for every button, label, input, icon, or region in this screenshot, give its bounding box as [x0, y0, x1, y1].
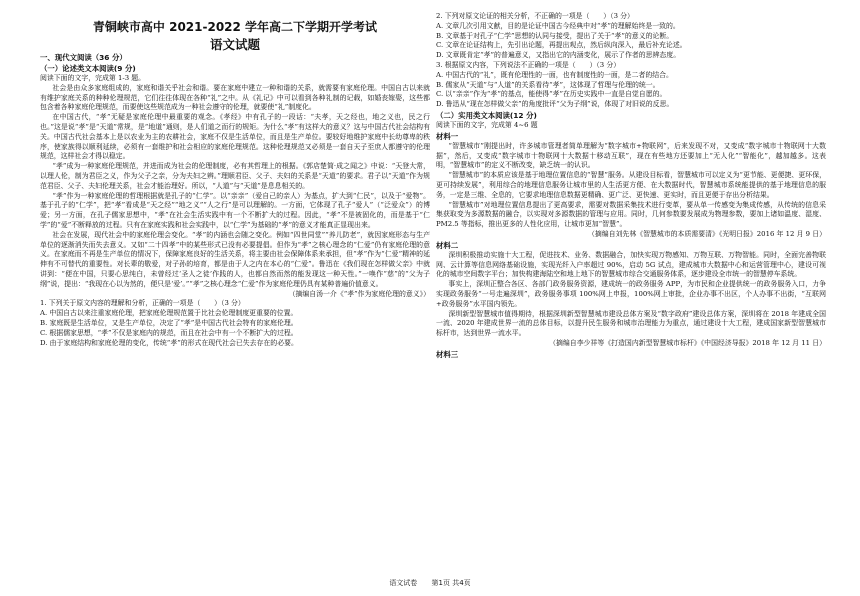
right-block-12: 材料一 — [436, 131, 459, 141]
right-block-15: “智慧城市”对地理位置信息提出了更高要求，需要对数据采集技术进行变革，要从单一传感变为集成传感，从传统的信息采集获取变为多源数据的融合，以实现对多源数据的管理与应用。同时，几何参数要发展成为物理参数，要加上诸如温度、湿度、PM2.5 等指标，推出更多的人性化应用，让城市更加“智慧”。 — [436, 200, 826, 229]
page-footer — [0, 578, 860, 588]
right-block-2: B. 文章基于对孔子“仁学”思想的认同与接受，提出了关于“孝”的意义的论断。 — [436, 31, 674, 40]
right-block-3: C. 文章在论证结构上，先引出论题，再提出观点，然后纵向深入，最后补充论述。 — [436, 41, 687, 50]
right-block-4: D. 文章既肯定“孝”的普遍意义，又指出它的内涵变化，展示了作者的思辨态度。 — [436, 51, 681, 60]
left-block-9: 1. 下列关于原文内容的理解和分析，正确的一项是（ ）（3 分） — [40, 299, 245, 308]
right-block-8: C. 以“亲亲”作为“孝”的基点，能使得“孝”在历史实践中一直是自觉自愿的。 — [436, 90, 667, 99]
right-block-9: D. 鲁迅从“现在怎样做父亲”的角度批评“父为子纲”说，体现了对旧说的反思。 — [436, 100, 674, 109]
right-block-10: （二）实用类文本阅读(12 分) — [436, 110, 537, 120]
right-block-19: 事实上，深圳正整合各区、各部门政务服务资源，建成统一的政务服务 APP，为市民和企业提供统一的政务服务入口，力争实现政务服务“一号走遍深圳”，政务服务事项 100%网上申报，100%网上审批，企业办事不出区，个人办事不出街，“互联网+政务服务”水平国内领先。 — [436, 280, 826, 308]
right-block-11: 阅读下面的文字，完成第 4~6 题 — [436, 120, 538, 129]
left-block-6: “孝”作为一种家庭伦理的哲理根据就是孔子的“仁学”。以“亲亲”（爱自己的亲人）为基点，扩大到“仁民”，以及于“爱物”。基于孔子的“仁学”，把“孝”看成是“天之经”“地之义”“人之行”是可以理解的。一方面，它体现了孔子“爱人”（“泛爱众”）的博爱；另一方面，在孔子儒家思想中，“孝”在社会生活实践中有一个不断扩大的过程。因此，“孝”不是被固化的，而是基于“仁学”的“爱”不断释放的过程。只有在家庭实践和社会实践中，以“仁学”为基础的“孝”的意义才能真正显现出来。 — [40, 191, 430, 229]
footer-page-number: 第1页 共4页 — [431, 579, 471, 587]
left-block-3: 社会是由众多家庭组成的，家庭和谐关乎社会和谐。要在家庭中建立一种和谐的关系，就需要有家庭伦理。中国自古以来就有维护家庭关系的种种伦理规范，它们往往体现在各种“礼”之中。从《礼记》中可以看到各种礼制的记载，如婚丧嫁娶，这些都包含着各种家庭伦理规范，而要使这些规范成为一种社会遵守的伦理，就要使“礼”制度化。 — [40, 83, 430, 112]
exam-title: 青铜峡市高中 2021-2022 学年高二下学期开学考试 — [92, 20, 378, 34]
left-block-12: C. 根据儒家思想，“孝”不仅是家庭内的规范，而且在社会中有一个不断扩大的过程。 — [40, 328, 298, 337]
left-block-0: 一、现代文阅读（36 分） — [40, 53, 127, 62]
right-block-14: “智慧城市”的本质应该是基于地理位置信息的“智慧”服务。从建设目标看，智慧城市可以定义为“更节能、更便捷、更环保，更可持续发展”，利用综合的地理信息服务让城市里的人生活更方便、在大数据时代，智慧城市系统能提供的基于地理信息的服务，一定是三维、全息的，它要求地理信息数据更精确、更广泛、更快速、更实时，而且更便于存出分析结果。 — [436, 171, 826, 199]
left-block-5: “孝”成为一种家庭伦理规范，并进而成为社会的伦理制度，必有其哲理上的根据。《郭店楚简·成之闻之》中说：“天登大常，以理人伦，制为君臣之义，作为父子之亲，分为夫妇之辨。”理顺君臣、父子、夫妇的关系是“天道”的要求。君子以“天道”作为规范君臣、父子、夫妇伦理关系，社会才能治理好。所以，“人道”与“天道”是息息相关的。 — [40, 162, 430, 190]
left-block-10: A. 中国自古以来注重家庭伦理，把家庭伦理规范置于比社会伦理制度更重要的位置。 — [40, 309, 298, 318]
left-block-2: 阅读下面的文字，完成第 1-3 题。 — [40, 74, 146, 82]
right-block-6: A. 中国古代的“礼”，既有伦理性的一面，也有制度性的一面，是二者的结合。 — [436, 70, 673, 79]
right-block-22: 材料三 — [436, 349, 459, 359]
right-block-18: 深圳积极推动实施十大工程，促进技术、业务、数据融合，加快实现万物感知、万物互联、万物智能。同时，全面完善物联网、云计算等信息网络基础设施，实现光纤入户率超过 90%，启动 5G 试点，建成城市大数据中心和运营管理中心，建设可视化的城市空间数字平台；加快构建海陆空和地上地下的智慧城市综合交通服务体系，逐步建设全市统一的智慧停车系统。 — [436, 250, 826, 279]
left-block-1: （一）论述类文本阅读(9 分) — [40, 64, 136, 73]
left-block-8: （摘编自汤一介《“孝”作为家庭伦理的意义》） — [288, 289, 430, 298]
right-block-5: 3. 根据原文内容，下列说法不正确的一项是（ ）（3 分） — [436, 60, 621, 69]
exam-subtitle: 语文试题 — [209, 37, 260, 52]
left-block-13: D. 由于家庭结构和家庭伦理的变化，传统“孝”的形式在现代社会已失去存在的必要。 — [40, 338, 298, 347]
right-block-1: A. 文章几次引用文献，目的是论证中国古今经典中对“孝”的理解始终是一致的。 — [436, 21, 680, 30]
right-column — [436, 12, 826, 360]
footer-subject: 语文试卷 — [389, 579, 418, 587]
left-column — [40, 52, 430, 348]
right-block-0: 2. 下列对原文论证的相关分析，不正确的一项是（ ）（3 分） — [436, 12, 634, 20]
right-block-16: （摘编自刘先林《智慧城市的本质需要清》《光明日报》2016 年 12 月 9 日） — [587, 229, 826, 238]
left-block-7: 社会在发展，现代社会中的家庭伦理会变化。“孝”的内涵也会随之变化。例如“四世同堂”“养儿防老”，就因家庭形态与生产单位的逐渐消失而失去意义。又如“二十四孝”中的某些形式已没有必要提倡。但作为“孝”之核心理念的“仁爱”仍有家庭伦理的意义。在家庭而不再是生产单位的情况下，保障家庭良好的生活关系，将主要由社会保障体系来承担，但“孝”作为“仁爱”精神的延伸有不可替代的重要性。对长辈的敬爱，对子孙的培育，都是由于人之内在本心的“仁爱”。鲁迅在《我们现在怎样做父亲》中就讲到：“便在中国，只要心思纯白，未曾经过‘圣人之徒’作践的人，也都自然而然的能发现这一种天性。”一唤作“慈”的“父为子纲”说，提出：“我现在心以为然的，便只是‘爱’。”“孝”之核心理念“仁爱”作为家庭伦理仍具有某种普遍价值意义。 — [40, 230, 430, 288]
right-block-13: “智慧城市”刚提出时，许多城市管理者简单理解为“数字城市+物联网”，后来发现不对，又变成“数字城市十物联网十大数据”，然后，又变成“数字城市十物联网十大数据十移动互联”，现在有些地方还要加上“无人化”“智能化”，越加越多。这表明，“智慧城市”的定义不断改变，缺乏统一的认识。 — [436, 141, 826, 170]
left-block-11: B. 家庭既是生活单位，又是生产单位，决定了“孝”是中国古代社会特有的家庭伦理。 — [40, 318, 298, 327]
right-block-7: B. 儒家从“天道”与“人道”的关系看待“孝”，这体现了哲理与伦理的统一。 — [436, 80, 660, 89]
left-block-4: 在中国古代，“孝”无疑是家庭伦理中最重要的观念。《孝经》中有孔子的一段话：“夫孝，天之经也，地之义也，民之行也。”这是说“孝”是“天道”常规，是“地道”通则，是人们道之而行的规矩。为什么“孝”有这样大的意义？这与中国古代社会结构有关。中国古代社会基本上是以农业为主的农耕社会，家庭不仅是生活单位，而且是生产单位。要较好地维护家庭中长幼尊卑的秩序，使家族得以顺利延续，必须有一套维护和社会相应的家庭伦理规范。这种伦理规范又必须是一套自天子至庶人都遵守的伦理规范，这样社会才得以稳定。 — [40, 113, 430, 161]
right-block-21: （摘编自李少祥等《打造国内新型智慧城市标杆》《中国经济导报》2018 年 12 月 11 日） — [549, 338, 826, 347]
right-block-20: 深圳新型智慧城市值得期待，根据深圳新型智慧城市建设总体方案及“数字政府”建设总体方案，深圳将在 2018 年建成全国一流、2020 年建成世界一流的总体目标，以提升民生服务和城市治理能力为重点，通过建设十大工程，建成国家新型智慧城市标杆市，达到世界一流水平。 — [436, 309, 826, 338]
right-block-17: 材料二 — [436, 240, 459, 250]
